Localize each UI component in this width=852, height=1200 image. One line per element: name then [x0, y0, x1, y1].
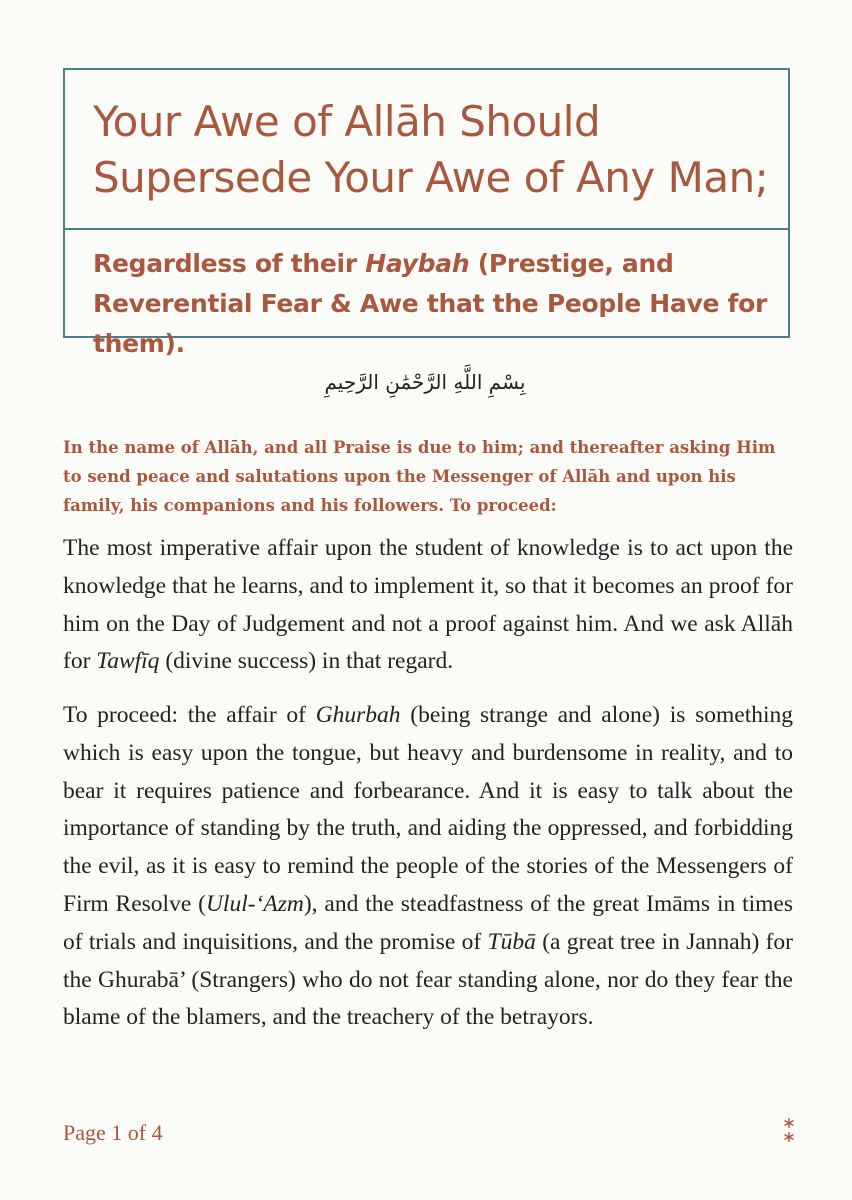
paragraph-1 [63, 530, 793, 681]
title-line-1: Your Awe of Allāh Should [93, 97, 601, 146]
intro-text: In the name of Allāh, and all Praise is due to him; and thereafter asking Him to send peace and salutations upon the Messenger of Allāh and upon his family, his companions and his followers. To proceed: [63, 438, 776, 515]
paragraph-2-i1: Ghurbah [315, 702, 401, 728]
subtitle-italic: Haybah [365, 249, 470, 278]
paragraph-2-s4: (a great tree in Jannah) for the Ghurabā’ (Strangers) who do not fear standing alone, nor do they fear the blame of the blamers, and the treachery of the betrayors. [63, 928, 793, 1031]
title-box [63, 68, 790, 358]
title-main [65, 70, 788, 230]
paragraph-2 [63, 697, 793, 1037]
paragraph-2-i2: Ulul-‘Azm [205, 890, 304, 917]
basmala-calligraphy: بِسْمِ اللَّهِ الرَّحْمَٰنِ الرَّحِيمِ [324, 370, 526, 394]
paragraph-1-pre: The most imperative affair upon the student of knowledge is to act upon the knowledge that he learns, and to implement it, so that it becomes an proof for him on the Day of Judgement and not a proof against him. And we ask Allāh for [63, 535, 793, 675]
paragraph-2-i3: Tūbā [487, 928, 536, 955]
subtitle [65, 230, 788, 364]
title-line-2: Supersede Your Awe of Any Man; [93, 153, 769, 202]
paragraph-2-s2: (being strange and alone) is something which is easy upon the tongue, but heavy and burdensome in reality, and to bear it requires patience and forbearance. And it is easy to talk about the importance of standing by the truth, and aiding the oppressed, and forbidding the evil, as it is easy to remind the people of the stories of the Messengers of Firm Resolve ( [63, 702, 793, 917]
subtitle-post: (Prestige, and Reverential Fear & Awe that the People Have for them). [93, 249, 768, 358]
paragraph-2-s1: To proceed: the affair of [63, 702, 316, 728]
asterism-ornament-icon [780, 1116, 798, 1146]
paragraph-2-s3: ), and the steadfastness of the great Imāms in times of trials and inquisitions, and the promise of [63, 890, 793, 955]
subtitle-pre: Regardless of their [93, 249, 366, 278]
paragraph-1-italic: Tawfīq [96, 648, 160, 675]
page-number: Page 1 of 4 [63, 1120, 163, 1145]
paragraph-1-post: (divine success) in that regard. [159, 648, 454, 675]
